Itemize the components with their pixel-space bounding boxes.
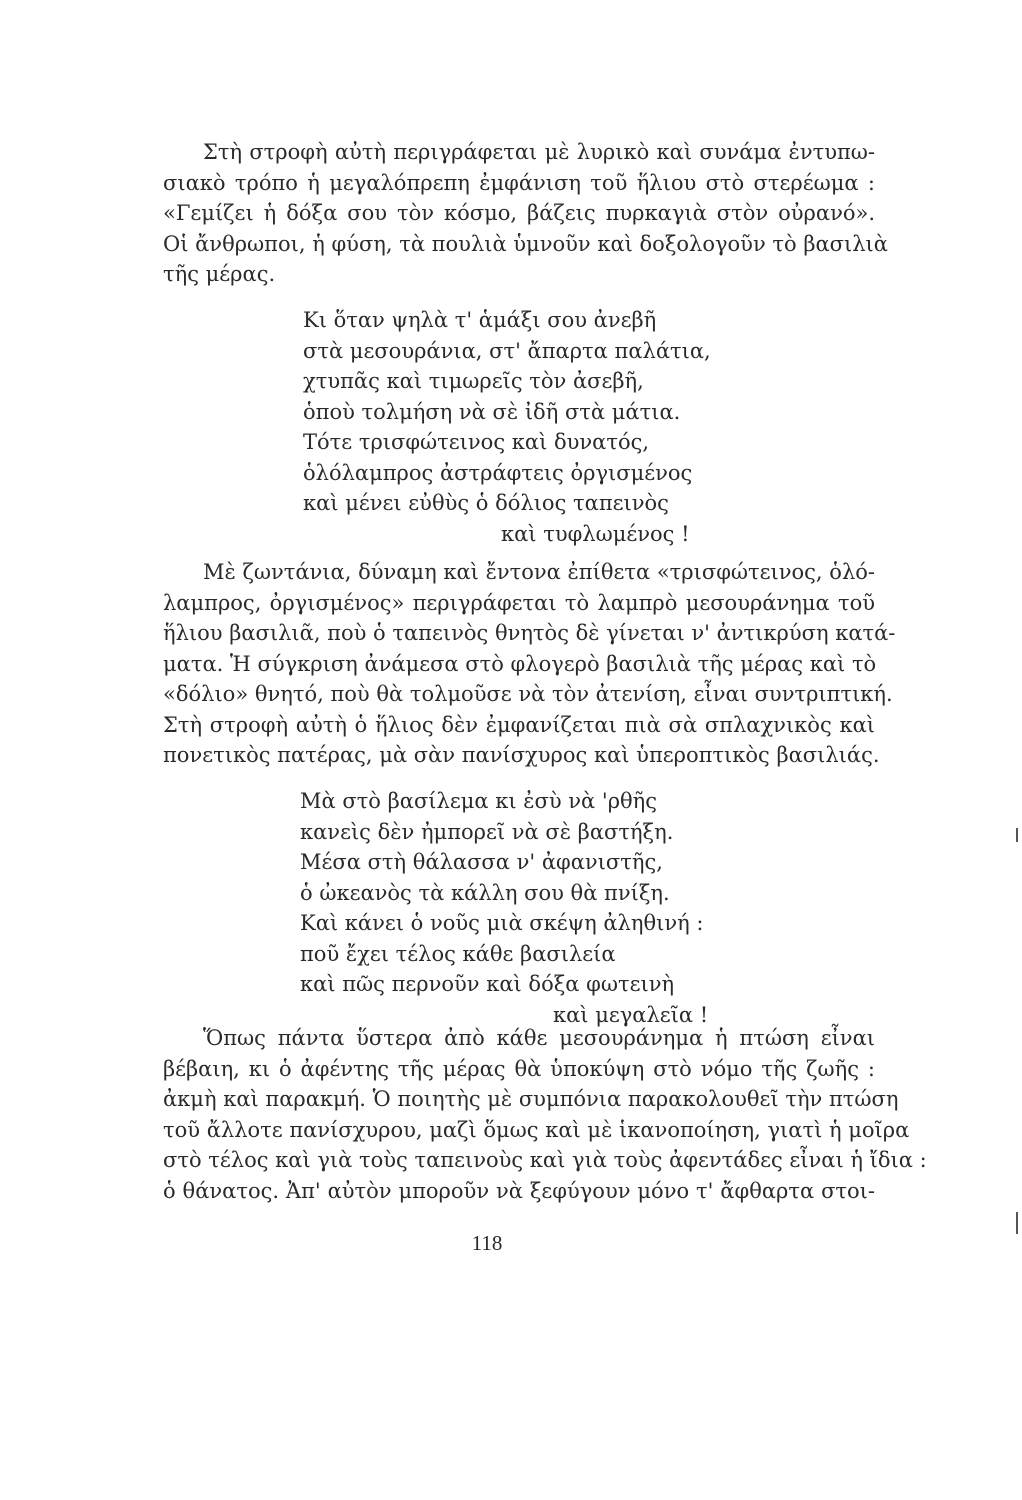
paragraph-commentary-1 xyxy=(163,557,896,771)
poem-stanza-1 xyxy=(303,305,711,549)
text-line: τοῦ ἄλλοτε πανίσχυρου, μαζὶ ὅμως καὶ μὲ ἱκανοποίηση, γιατὶ ἡ μοῖρα xyxy=(163,1117,910,1142)
page-number-text: 118 xyxy=(471,1231,503,1255)
text-line: Ὅπως πάντα ὕστερα ἀπὸ κάθε μεσουράνημα ἡ πτώση εἶναι xyxy=(203,1026,875,1050)
verse-line: Τότε τρισφώτεινος καὶ δυνατός, xyxy=(303,430,650,454)
page-number xyxy=(0,1231,1022,1256)
verse-line: Καὶ κάνει ὁ νοῦς μιὰ σκέψη ἀληθινή : xyxy=(300,911,704,935)
verse-line: Μὰ στὸ βασίλεμα κι ἐσὺ νὰ 'ρθῆς xyxy=(300,789,658,813)
verse-line: καὶ πῶς περνοῦν καὶ δόξα φωτεινὴ xyxy=(300,972,675,996)
text-line: Μὲ ζωντάνια, δύναμη καὶ ἔντονα ἐπίθετα «τρισφώτεινος, ὁλό- xyxy=(203,560,875,584)
text-line: τῆς μέρας. xyxy=(163,262,276,286)
text-line: Στὴ στροφὴ αὐτὴ περιγράφεται μὲ λυρικὸ καὶ συνάμα ἐντυπω- xyxy=(203,140,875,164)
text-line: στὸ τέλος καὶ γιὰ τοὺς ταπεινοὺς καὶ γιὰ τοὺς ἀφεντάδες εἶναι ἡ ἴδια : xyxy=(163,1148,927,1172)
paragraph-commentary-2 xyxy=(163,1023,927,1206)
text-line: «δόλιο» θνητό, ποὺ θὰ τολμοῦσε νὰ τὸν ἀτενίση, εἶναι συντριπτική. xyxy=(163,682,893,706)
text-line: βέβαιη, κι ὁ ἀφέντης τῆς μέρας θὰ ὑποκύψη στὸ νόμο τῆς ζωῆς : xyxy=(163,1056,875,1081)
verse-line: Μέσα στὴ θάλασσα ν' ἀφανιστῆς, xyxy=(300,850,663,874)
scan-edge-mark xyxy=(1016,828,1018,842)
verse-line: ὁποὺ τολμήση νὰ σὲ ἰδῆ στὰ μάτια. xyxy=(303,399,681,424)
verse-line: Κι ὅταν ψηλὰ τ' ἁμάξι σου ἀνεβῆ xyxy=(303,308,657,332)
verse-line: στὰ μεσουράνια, στ' ἄπαρτα παλάτια, xyxy=(303,338,711,363)
poem-stanza-2 xyxy=(300,786,708,1030)
verse-line: κανεὶς δὲν ἠμπορεῖ νὰ σὲ βαστήξη. xyxy=(300,819,674,844)
text-line: «Γεμίζει ἡ δόξα σου τὸν κόσμο, βάζεις πυρκαγιὰ στὸν οὐρανό». xyxy=(163,201,875,225)
text-line: Στὴ στροφὴ αὐτὴ ὁ ἥλιος δὲν ἐμφανίζεται πιὰ σὰ σπλαχνικὸς καὶ xyxy=(163,712,875,737)
text-line: ὁ θάνατος. Ἀπ' αὐτὸν μποροῦν νὰ ξεφύγουν μόνο τ' ἄφθαρτα στοι- xyxy=(163,1178,875,1203)
verse-line: ὁλόλαμπρος ἀστράφτεις ὀργισμένος xyxy=(303,460,693,485)
text-line: Οἱ ἄνθρωποι, ἡ φύση, τὰ πουλιὰ ὑμνοῦν καὶ δοξολογοῦν τὸ βασιλιὰ xyxy=(163,231,888,256)
text-line: λαμπρος, ὀργισμένος» περιγράφεται τὸ λαμπρὸ μεσουράνημα τοῦ xyxy=(163,590,875,615)
verse-line: ποῦ ἔχει τέλος κάθε βασιλεία xyxy=(300,941,616,966)
verse-line-hanging: καὶ μεγαλεῖα ! xyxy=(553,1002,709,1027)
verse-line: ὁ ὠκεανὸς τὰ κάλλη σου θὰ πνίξη. xyxy=(300,880,670,905)
text-line: ματα. Ἡ σύγκριση ἀνάμεσα στὸ φλογερὸ βασιλιὰ τῆς μέρας καὶ τὸ xyxy=(163,651,877,676)
verse-line: καὶ μένει εὐθὺς ὁ δόλιος ταπεινὸς xyxy=(303,491,669,515)
text-line: σιακὸ τρόπο ἡ μεγαλόπρεπη ἐμφάνιση τοῦ ἥλιου στὸ στερέωμα : xyxy=(163,170,875,195)
paragraph-intro xyxy=(163,137,888,290)
scan-edge-mark xyxy=(1016,1212,1018,1234)
text-line: ἥλιου βασιλιᾶ, ποὺ ὁ ταπεινὸς θνητὸς δὲ γίνεται ν' ἀντικρύση κατά- xyxy=(163,621,896,645)
verse-line: χτυπᾶς καὶ τιμωρεῖς τὸν ἀσεβῆ, xyxy=(303,369,644,393)
text-line: ἀκμὴ καὶ παρακμή. Ὁ ποιητὴς μὲ συμπόνια παρακολουθεῖ τὴν πτώση xyxy=(163,1087,899,1111)
verse-line-hanging: καὶ τυφλωμένος ! xyxy=(501,521,690,546)
text-line: πονετικὸς πατέρας, μὰ σὰν πανίσχυρος καὶ ὑπεροπτικὸς βασιλιάς. xyxy=(163,743,880,767)
